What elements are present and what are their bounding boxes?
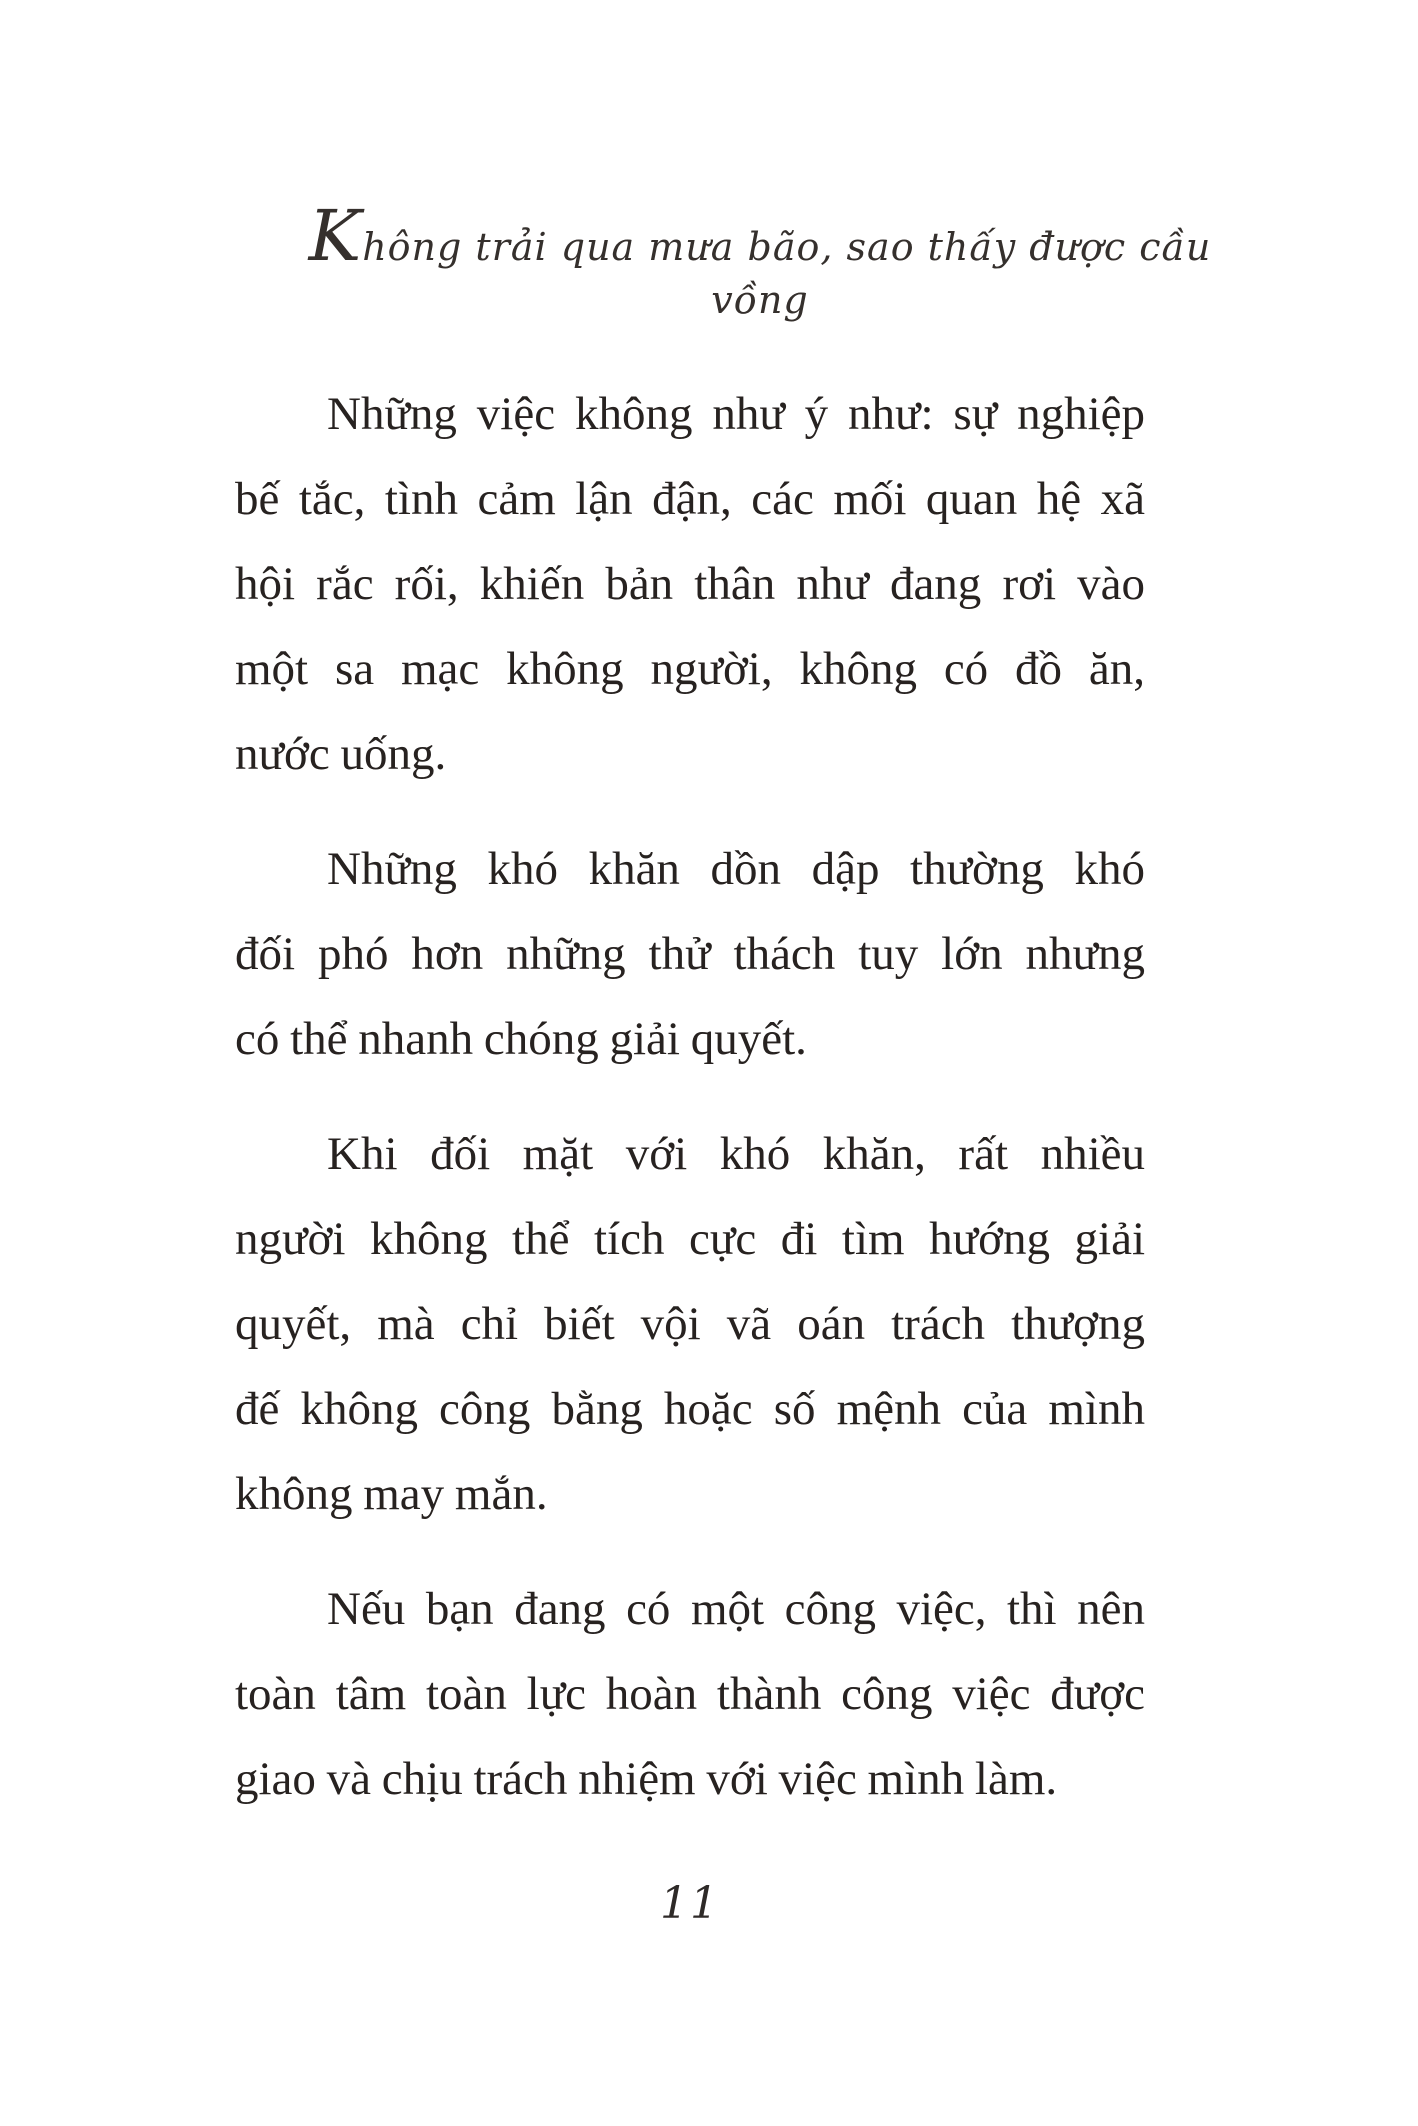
page-number: 11 (660, 1878, 720, 1929)
paragraph (235, 372, 1145, 797)
body-line: một sa mạc không người, không có đồ ăn, (235, 643, 1145, 695)
body-line: quyết, mà chỉ biết vội vã oán trách thượng (235, 1298, 1145, 1350)
body-line: đế không công bằng hoặc số mệnh của mình (235, 1383, 1145, 1435)
body-line: không may mắn. (235, 1468, 548, 1520)
body-line: toàn tâm toàn lực hoàn thành công việc được (235, 1668, 1145, 1720)
paragraph (235, 1567, 1145, 1822)
body-line: Những khó khăn dồn dập thường khó (327, 843, 1145, 895)
page-content (235, 372, 1145, 1852)
body-line: nước uống. (235, 728, 447, 780)
body-line: giao và chịu trách nhiệm với việc mình làm. (235, 1753, 1058, 1805)
body-line: đối phó hơn những thử thách tuy lớn nhưng (235, 928, 1145, 980)
body-line: có thể nhanh chóng giải quyết. (235, 1013, 807, 1065)
body-line: Nếu bạn đang có một công việc, thì nên (327, 1583, 1145, 1635)
body-line: bế tắc, tình cảm lận đận, các mối quan hệ xã (235, 473, 1145, 525)
chapter-running-head: Không trải qua mưa bão, sao thấy được cầu vồng (308, 195, 1212, 323)
body-line: người không thể tích cực đi tìm hướng giải (235, 1213, 1145, 1265)
body-line: hội rắc rối, khiến bản thân như đang rơi vào (235, 558, 1145, 610)
body-line: Những việc không như ý như: sự nghiệp (327, 388, 1145, 440)
body-line: Khi đối mặt với khó khăn, rất nhiều (327, 1128, 1145, 1180)
paragraph (235, 827, 1145, 1082)
paragraph (235, 1112, 1145, 1537)
